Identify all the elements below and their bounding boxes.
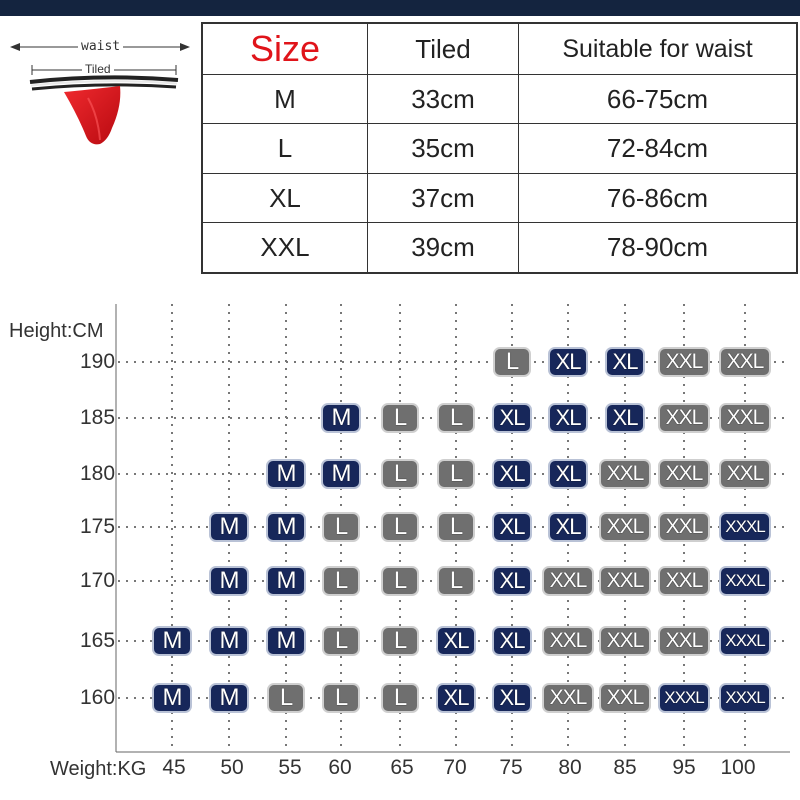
size-badge-m: M	[266, 459, 306, 489]
size-badge-xl: XL	[548, 512, 588, 542]
size-badge-l: L	[381, 626, 419, 656]
size-badge-l: L	[437, 566, 475, 596]
table-cell: 78-90cm	[519, 223, 798, 273]
size-badge-xl: XL	[548, 403, 588, 433]
table-cell: 33cm	[368, 75, 519, 124]
size-badge-l: L	[381, 512, 419, 542]
size-badge-xxxl: XXXL	[658, 683, 710, 713]
size-badge-m: M	[266, 512, 306, 542]
size-badge-xxxl: XXXL	[719, 512, 771, 542]
table-cell: 76-86cm	[519, 173, 798, 222]
size-badge-xl: XL	[492, 512, 532, 542]
size-badge-xxl: XXL	[542, 683, 594, 713]
size-badge-l: L	[437, 512, 475, 542]
size-badge-m: M	[209, 683, 249, 713]
x-tick-label: 95	[672, 756, 696, 779]
size-badge-xxl: XXL	[719, 347, 771, 377]
y-tick-label: 180	[80, 462, 116, 485]
size-badge-l: L	[381, 566, 419, 596]
table-cell: 39cm	[368, 223, 519, 273]
size-badge-m: M	[321, 459, 361, 489]
size-badge-xxl: XXL	[542, 626, 594, 656]
size-badge-l: L	[381, 403, 419, 433]
x-tick-label: 100	[720, 756, 756, 779]
y-tick-label: 170	[80, 569, 116, 592]
size-badge-m: M	[209, 512, 249, 542]
size-badge-xxl: XXL	[542, 566, 594, 596]
size-badge-xxl: XXL	[599, 626, 651, 656]
size-badge-m: M	[209, 626, 249, 656]
size-badge-l: L	[322, 683, 360, 713]
size-badge-l: L	[381, 459, 419, 489]
table-row	[202, 173, 797, 222]
y-tick-label: 185	[80, 406, 116, 429]
table-header-row	[202, 23, 797, 75]
table-cell: 72-84cm	[519, 124, 798, 173]
size-badge-xl: XL	[605, 347, 645, 377]
size-badge-xxl: XXL	[719, 403, 771, 433]
x-tick-label: 55	[278, 756, 302, 779]
size-badge-xxxl: XXXL	[719, 626, 771, 656]
size-badge-m: M	[209, 566, 249, 596]
table-row	[202, 75, 797, 124]
size-badge-l: L	[322, 566, 360, 596]
table-cell: XXL	[202, 223, 368, 273]
x-tick-label: 65	[390, 756, 414, 779]
size-badge-xxl: XXL	[658, 403, 710, 433]
table-cell: 37cm	[368, 173, 519, 222]
size-badge-m: M	[266, 566, 306, 596]
size-badge-xxl: XXL	[658, 566, 710, 596]
x-axis-title: Weight:KG	[50, 758, 147, 780]
size-badge-xl: XL	[492, 566, 532, 596]
size-diagram	[8, 36, 194, 186]
size-badge-xxxl: XXXL	[719, 566, 771, 596]
size-badge-xxl: XXL	[658, 512, 710, 542]
size-badge-xl: XL	[492, 403, 532, 433]
table-cell: M	[202, 75, 368, 124]
y-axis-title: Height:CM	[9, 320, 104, 342]
size-badge-xl: XL	[436, 683, 476, 713]
size-badge-xxl: XXL	[658, 459, 710, 489]
header-size: Size	[202, 23, 368, 75]
size-badge-xxl: XXL	[599, 683, 651, 713]
size-badge-xl: XL	[605, 403, 645, 433]
size-badge-m: M	[266, 626, 306, 656]
size-badge-xl: XL	[436, 626, 476, 656]
x-tick-label: 75	[499, 756, 523, 779]
table-cell: XL	[202, 173, 368, 222]
size-badge-xl: XL	[548, 347, 588, 377]
waist-label: waist	[78, 40, 123, 53]
x-tick-label: 85	[613, 756, 637, 779]
tiled-label: Tiled	[82, 63, 114, 75]
header-bar	[0, 0, 800, 16]
size-badge-xl: XL	[492, 683, 532, 713]
size-badge-m: M	[321, 403, 361, 433]
size-badge-xxl: XXL	[658, 347, 710, 377]
size-badge-l: L	[437, 459, 475, 489]
table-row	[202, 223, 797, 273]
size-badge-xl: XL	[548, 459, 588, 489]
size-badge-xxl: XXL	[599, 459, 651, 489]
size-table	[201, 22, 798, 274]
size-badge-xl: XL	[492, 626, 532, 656]
table-cell: L	[202, 124, 368, 173]
x-tick-label: 50	[220, 756, 244, 779]
size-badge-xxl: XXL	[719, 459, 771, 489]
x-tick-label: 80	[558, 756, 582, 779]
size-chart	[0, 290, 800, 800]
size-badge-l: L	[493, 347, 531, 377]
x-tick-label: 45	[162, 756, 186, 779]
size-badge-l: L	[267, 683, 305, 713]
header-tiled: Tiled	[368, 23, 519, 75]
size-badge-m: M	[152, 683, 192, 713]
y-tick-label: 160	[80, 686, 116, 709]
y-tick-label: 165	[80, 629, 116, 652]
size-badge-xxxl: XXXL	[719, 683, 771, 713]
x-tick-label: 60	[328, 756, 352, 779]
size-badge-l: L	[437, 403, 475, 433]
size-badge-l: L	[322, 512, 360, 542]
product-illustration	[8, 36, 194, 186]
size-badge-xl: XL	[492, 459, 532, 489]
y-tick-label: 190	[80, 350, 116, 373]
size-badge-m: M	[152, 626, 192, 656]
size-badge-l: L	[381, 683, 419, 713]
size-badge-xxl: XXL	[599, 566, 651, 596]
table-row	[202, 124, 797, 173]
size-badge-xxl: XXL	[658, 626, 710, 656]
size-badge-l: L	[322, 626, 360, 656]
header-waist: Suitable for waist	[519, 23, 798, 75]
table-cell: 66-75cm	[519, 75, 798, 124]
y-tick-label: 175	[80, 515, 116, 538]
size-badge-xxl: XXL	[599, 512, 651, 542]
x-tick-label: 70	[443, 756, 467, 779]
table-cell: 35cm	[368, 124, 519, 173]
